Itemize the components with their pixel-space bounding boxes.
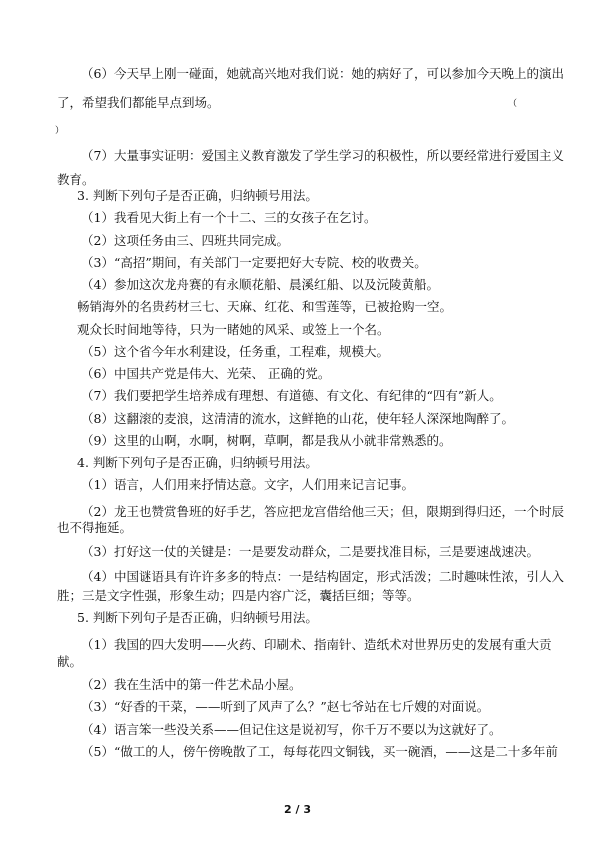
text-line: （2）龙王也赞赏鲁班的好手艺，答应把龙宫借给他三天；但，限期到得归还，一个时辰 bbox=[81, 504, 564, 519]
text-line: （1）我国的四大发明——火药、印刷术、指南针、造纸术对世界历史的发展有重大贡 bbox=[81, 637, 552, 652]
text-line: （4）中国谜语具有许许多多的特点：一是结构固定，形式活泼；二时趣味性浓，引人入 bbox=[81, 569, 564, 584]
text-line: 也不得拖延。 bbox=[57, 520, 133, 535]
text-line: （5）“做工的人，傍午傍晚散了工，每每花四文铜钱，买一碗酒，——这是二十多年前 bbox=[81, 744, 558, 759]
text-line: （4）语言笨一些没关系——但记住这是说初写，你千万不要以为这就好了。 bbox=[81, 722, 502, 737]
text-line: （4）参加这次龙舟赛的有永顺花船、晨溪红船、以及沅陵黄船。 bbox=[81, 277, 439, 292]
text-line: 观众长时间地等待，只为一睹她的风采、或签上一个名。 bbox=[77, 322, 390, 337]
text-line: （7）大量事实证明：爱国主义教育激发了学生学习的积极性，所以要经常进行爱国主义 bbox=[81, 148, 564, 163]
text-line: （ bbox=[508, 99, 518, 109]
text-line: （3）“好香的干菜，——听到了风声了么？”赵七爷站在七斤嫂的对面说。 bbox=[81, 699, 490, 714]
text-line: （6）中国共产党是伟大、光荣、 正确的党。 bbox=[81, 366, 331, 381]
text-line: （5）这个省今年水利建设，任务重，工程难，规模大。 bbox=[81, 344, 389, 359]
text-line: 胜；三是文字性强，形象生动；四是内容广泛，囊括巨细；等等。 bbox=[57, 588, 420, 603]
section-heading: 5. 判断下列句子是否正确，归纳顿号用法。 bbox=[77, 610, 318, 625]
text-line: （2）我在生活中的第一件艺术品小屋。 bbox=[81, 677, 302, 692]
text-line: （3）“高招”期间，有关部门一定要把好大专院、校的收费关。 bbox=[81, 255, 427, 270]
text-line: （8）这翻滚的麦浪，这清清的流水，这鲜艳的山花，使年轻人深深地陶醉了。 bbox=[81, 411, 514, 426]
text-line: （7）我们要把学生培养成有理想、有道德、有文化、有纪律的“四有”新人。 bbox=[81, 388, 502, 403]
text-line: （1）语言，人们用来抒情达意。文字，人们用来记言记事。 bbox=[81, 477, 414, 492]
text-line: 献。 bbox=[57, 654, 83, 669]
text-line: （2）这项任务由三、四班共同完成。 bbox=[81, 233, 289, 248]
text-line: 了，希望我们都能早点到场。 bbox=[57, 95, 220, 110]
text-line: （1）我看见大街上有一个十二、三的女孩子在乞讨。 bbox=[81, 210, 377, 225]
text-line: （6）今天早上刚一碰面，她就高兴地对我们说：她的病好了，可以参加今天晚上的演出 bbox=[81, 66, 564, 81]
text-line: 教育。 bbox=[57, 172, 95, 187]
section-heading: 4. 判断下列句子是否正确，归纳顿号用法。 bbox=[77, 455, 318, 470]
text-line: ） bbox=[55, 126, 65, 136]
text-line: （9）这里的山啊，水啊，树啊，草啊，都是我从小就非常熟悉的。 bbox=[81, 433, 452, 448]
text-line: （3）打好这一仗的关键是：一是要发动群众，二是要找准目标，三是要速战速决。 bbox=[81, 544, 539, 559]
section-heading: 3. 判断下列句子是否正确，归纳顿号用法。 bbox=[77, 188, 318, 203]
page-number: 2 / 3 bbox=[284, 803, 311, 816]
text-line: 畅销海外的名贵药材三七、天麻、红花、和雪莲等，已被抢购一空。 bbox=[77, 299, 453, 314]
